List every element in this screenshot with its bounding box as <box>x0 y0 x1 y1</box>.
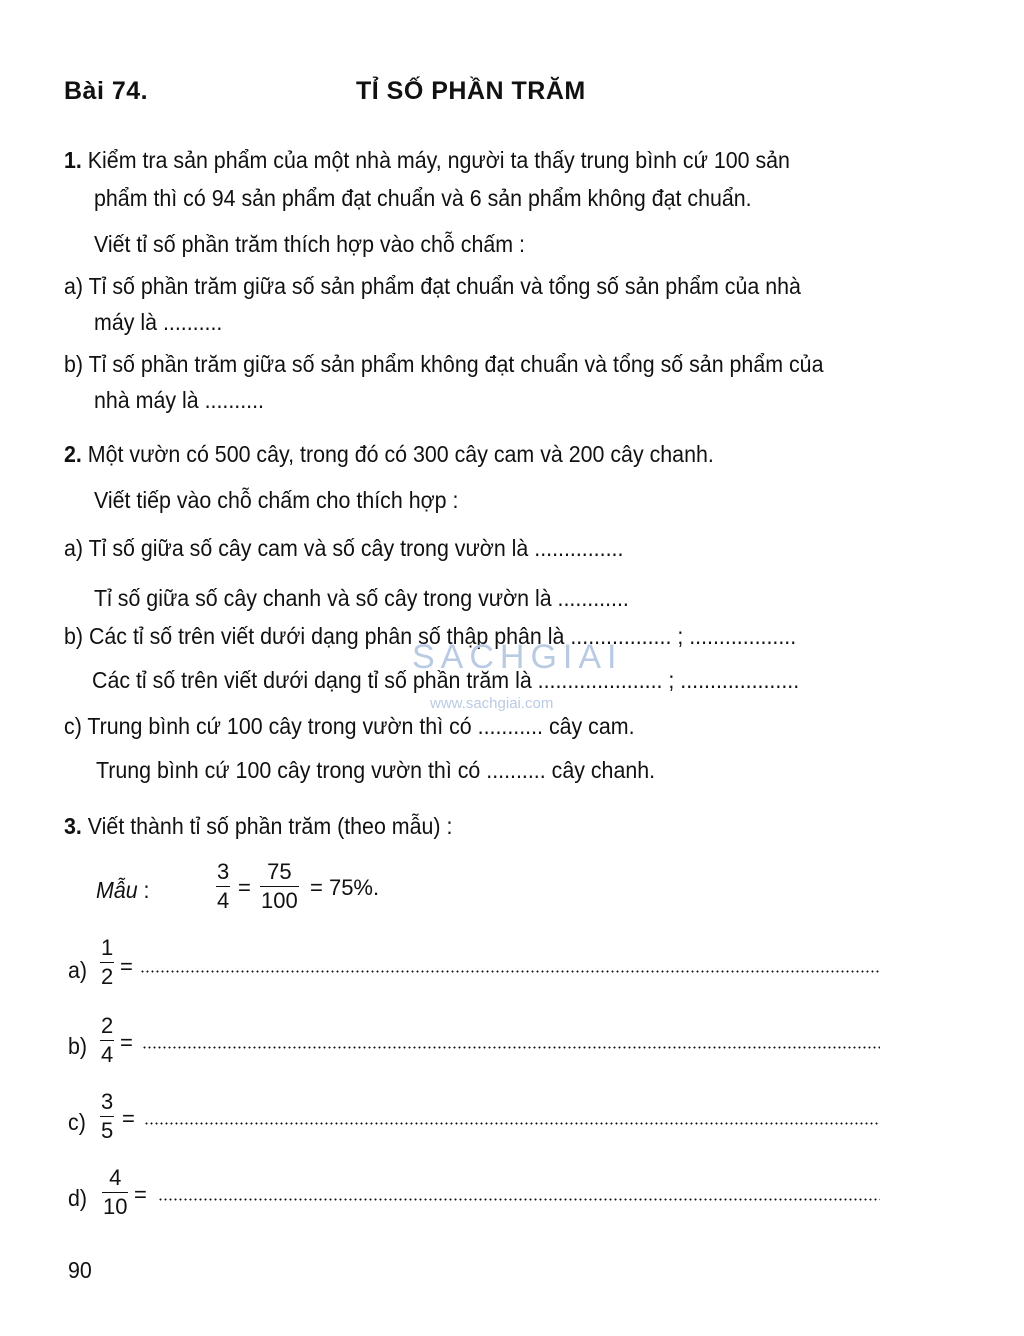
exercise-3b-equals: = <box>120 1030 133 1055</box>
exercise-1-line-1 <box>64 146 790 174</box>
exercise-3-text-1: Viết thành tỉ số phần trăm (theo mẫu) : <box>87 813 453 839</box>
sample-equals: = <box>238 875 251 900</box>
exercise-2c-line-1: c) Trung bình cứ 100 cây trong vườn thì có ........... cây cam. <box>64 713 635 739</box>
exercise-3c-answer-line[interactable] <box>144 1122 880 1125</box>
sample-fraction-1 <box>216 860 230 913</box>
exercise-1-instruction: Viết tỉ số phần trăm thích hợp vào chỗ chấm : <box>94 231 525 257</box>
lesson-title: TỈ SỐ PHẦN TRĂM <box>356 77 586 105</box>
exercise-1a-line-2: máy là .......... <box>94 309 223 335</box>
sample-label <box>96 876 150 904</box>
exercise-1b-line-2: nhà máy là .......... <box>94 387 265 413</box>
exercise-3a-numerator: 1 <box>101 935 114 960</box>
exercise-3b-denominator: 4 <box>101 1042 114 1067</box>
exercise-2-text-1: Một vườn có 500 cây, trong đó có 300 cây cam và 200 cây chanh. <box>87 441 714 467</box>
sample-result: = 75%. <box>310 875 380 900</box>
exercise-3c-numerator: 3 <box>101 1089 114 1114</box>
exercise-3a-fraction <box>100 936 114 989</box>
exercise-2c-line-2: Trung bình cứ 100 cây trong vườn thì có .......... cây chanh. <box>96 757 656 783</box>
exercise-3b-numerator: 2 <box>101 1013 114 1038</box>
exercise-3b-answer-line[interactable] <box>142 1046 880 1049</box>
exercise-3d-numerator: 4 <box>109 1165 122 1190</box>
exercise-3d-fraction <box>102 1166 128 1219</box>
lesson-number: Bài 74. <box>64 77 149 105</box>
exercise-2a-line-1: a) Tỉ số giữa số cây cam và số cây trong vườn là ............... <box>64 535 624 561</box>
exercise-3c-equals: = <box>122 1106 135 1131</box>
exercise-2-instruction: Viết tiếp vào chỗ chấm cho thích hợp : <box>94 487 459 513</box>
exercise-3c-label: c) <box>68 1109 86 1135</box>
sample-fraction-1-denominator: 4 <box>217 888 230 913</box>
exercise-3d-equals: = <box>134 1182 147 1207</box>
exercise-3a-equals: = <box>120 954 133 979</box>
watermark-brand: SACHGIAI <box>412 638 623 676</box>
exercise-2-line-1 <box>64 440 714 468</box>
page-number: 90 <box>68 1257 92 1283</box>
sample-fraction-2 <box>260 860 299 913</box>
sample-fraction-2-denominator: 100 <box>261 888 298 913</box>
exercise-3-line-1 <box>64 812 452 840</box>
exercise-1-number: 1. <box>64 147 82 173</box>
exercise-3d-label: d) <box>68 1185 88 1211</box>
exercise-2b-line-2: Các tỉ số trên viết dưới dạng tỉ số phần trăm là ..................... ; .................... <box>92 667 800 693</box>
sample-label-colon: : <box>143 877 150 903</box>
exercise-3b-fraction <box>100 1014 114 1067</box>
exercise-2a-line-2: Tỉ số giữa số cây chanh và số cây trong vườn là ............ <box>94 585 629 611</box>
exercise-3c-fraction <box>100 1090 114 1143</box>
exercise-1-text-1: Kiểm tra sản phẩm của một nhà máy, người ta thấy trung bình cứ 100 sản <box>87 147 790 173</box>
exercise-1-line-2: phẩm thì có 94 sản phẩm đạt chuẩn và 6 sản phẩm không đạt chuẩn. <box>94 185 752 211</box>
exercise-3c-denominator: 5 <box>101 1118 114 1143</box>
exercise-3-number: 3. <box>64 813 82 839</box>
exercise-3a-denominator: 2 <box>101 964 114 989</box>
exercise-3a-answer-line[interactable] <box>140 970 880 973</box>
sample-fraction-2-numerator: 75 <box>267 859 292 884</box>
watermark-url: www.sachgiai.com <box>430 695 554 712</box>
exercise-2b-line-1: b) Các tỉ số trên viết dưới dạng phân số thập phân là ................. ; .................. <box>64 623 797 649</box>
exercise-3d-answer-line[interactable] <box>158 1198 880 1201</box>
exercise-3a-label: a) <box>68 957 88 983</box>
exercise-1b-line-1: b) Tỉ số phần trăm giữa số sản phẩm không đạt chuẩn và tổng số sản phẩm của <box>64 351 824 377</box>
exercise-2-number: 2. <box>64 441 82 467</box>
sample-label-text: Mẫu <box>96 877 138 903</box>
exercise-3d-denominator: 10 <box>103 1194 128 1219</box>
exercise-1a-line-1: a) Tỉ số phần trăm giữa số sản phẩm đạt chuẩn và tổng số sản phẩm của nhà <box>64 273 801 299</box>
exercise-3b-label: b) <box>68 1033 88 1059</box>
sample-fraction-1-numerator: 3 <box>217 859 230 884</box>
